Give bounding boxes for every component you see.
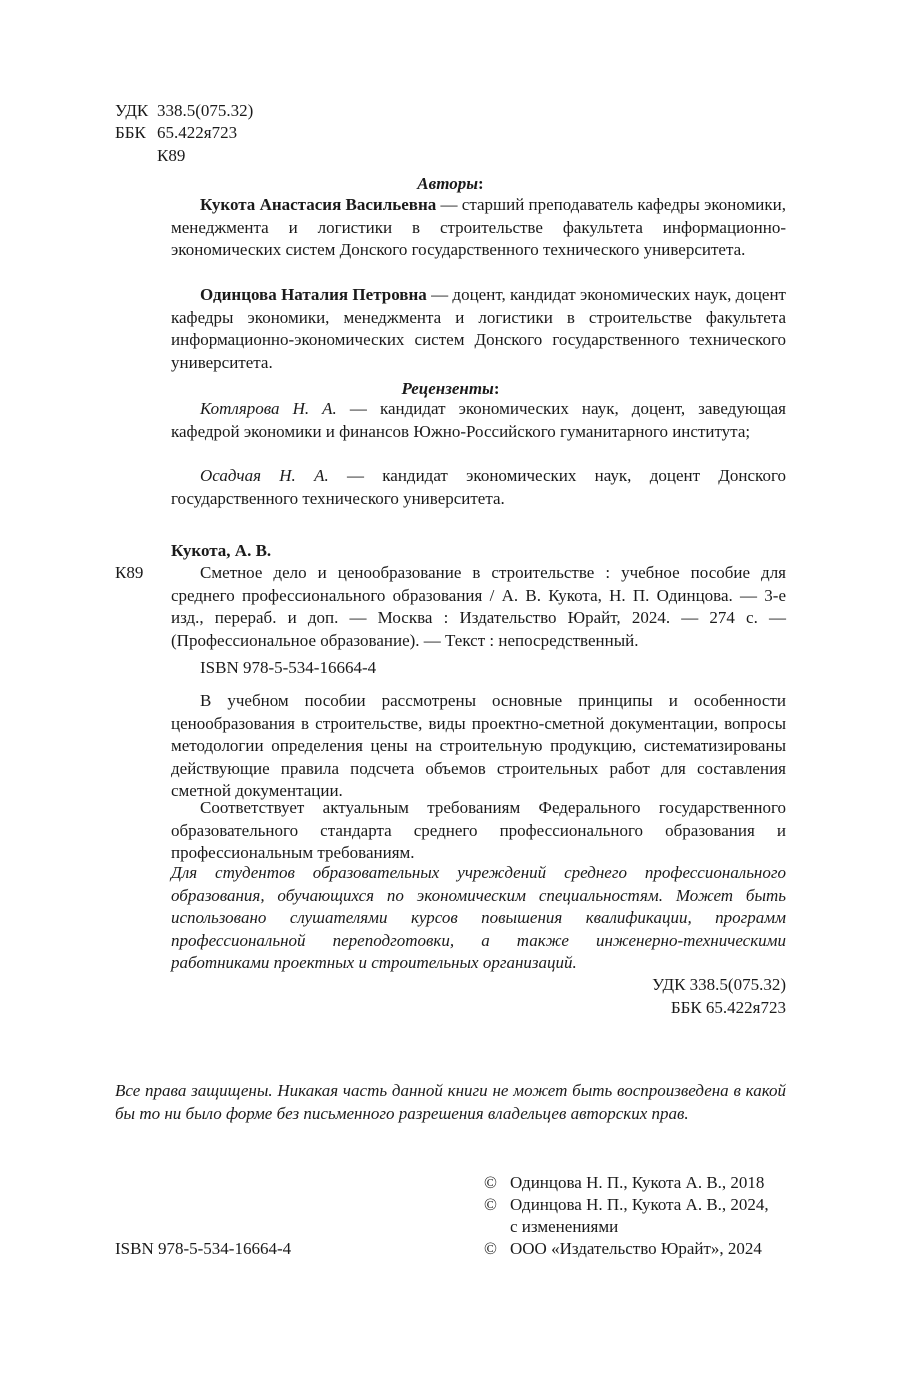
copyright-line-2-continued — [484, 1216, 618, 1238]
annotation-bbk: ББК 65.422я723 — [670, 998, 786, 1017]
author-entry-2 — [171, 284, 786, 374]
reviewers-heading — [115, 378, 786, 400]
bib-description: Сметное дело и ценообразование в строительстве : учебное пособие для среднего профессионального образования / А. В. Кукота, Н. П. Одинцова. — 3-е изд., перераб. и доп. — Москва : Издательство Юрайт, 2024. — 274 с. — (Профессиональное образование). — Текст : непосредственный. — [171, 563, 786, 650]
reviewers-heading-colon: : — [493, 379, 500, 398]
reviewer-entry-1 — [171, 398, 786, 443]
udk-value: 338.5(075.32) — [157, 101, 254, 120]
copyright-line-1 — [484, 1172, 764, 1194]
reviewer-description: — кандидат экономических наук, доцент Донского государственного технического университета. — [171, 466, 786, 508]
copyright-text: Одинцова Н. П., Кукота А. В., 2018 — [510, 1173, 765, 1192]
reviewer-description: — кандидат экономических наук, доцент, заведующая кафедрой экономики и финансов Южно-Российского гуманитарного института; — [171, 399, 786, 441]
author-entry-1 — [171, 194, 786, 262]
author-name: Кукота Анастасия Васильевна — [200, 195, 437, 214]
bib-author-heading: Кукота, А. В. — [171, 541, 272, 560]
udk-index — [115, 100, 253, 122]
author-mark: К89 — [157, 146, 186, 165]
annotation-paragraph-1: В учебном пособии рассмотрены основные принципы и особенности ценообразования в строительстве, виды проектно-сметной документации, вопросы методологии определения цены на строительную продукцию, систематизированы действующие правила подсчета объемов строительных работ для составления сметной документации. — [171, 691, 786, 800]
bbk-label: ББК — [115, 123, 146, 142]
reviewer-name: Осадчая Н. А. — [200, 466, 329, 485]
copyright-text: ООО «Издательство Юрайт», 2024 — [510, 1239, 762, 1258]
copyright-line-2 — [484, 1194, 769, 1216]
annotation-udk: УДК 338.5(075.32) — [652, 975, 786, 994]
bib-isbn: ISBN 978-5-534-16664-4 — [200, 658, 377, 677]
authors-heading-text: Авторы — [417, 174, 479, 193]
bbk-value: 65.422я723 — [157, 123, 238, 142]
author-description: — старший преподаватель кафедры экономики, менеджмента и логистики в строительстве факультета информационно-экономических систем Донского государственного технического университета. — [171, 195, 786, 259]
rights-notice: Все права защищены. Никакая часть данной книги не может быть воспроизведена в какой бы то ни было форме без письменного разрешения владельцев авторских прав. — [115, 1081, 786, 1123]
copyright-text: Одинцова Н. П., Кукота А. В., 2024, — [510, 1195, 769, 1214]
reviewers-heading-text: Рецензенты — [401, 379, 494, 398]
copyright-symbol: © — [484, 1239, 497, 1258]
footer-isbn: ISBN 978-5-534-16664-4 — [115, 1239, 292, 1258]
bib-mark: К89 — [115, 563, 144, 582]
author-name: Одинцова Наталия Петровна — [200, 285, 427, 304]
copyright-symbol: © — [484, 1195, 497, 1214]
udk-label: УДК — [115, 101, 149, 120]
annotation-paragraph-2: Соответствует актуальным требованиям Федерального государственного образовательного стандарта среднего профессионального образования и профессиональным требованиям. — [171, 798, 786, 862]
reviewer-name: Котлярова Н. А. — [200, 399, 337, 418]
copyright-text: с изменениями — [510, 1217, 619, 1236]
authors-heading-colon: : — [478, 174, 484, 193]
copyright-line-3 — [484, 1238, 762, 1260]
annotation-audience: Для студентов образовательных учреждений среднего профессионального образования, обучающихся по экономическим специальностям. Может быть использовано слушателями курсов повышения квалификации, программ профессиональной переподготовки, а также инженерно-техническими работниками проектных и строительных организаций. — [171, 863, 786, 972]
author-description: — доцент, кандидат экономических наук, доцент кафедры экономики, менеджмента и логистики в строительстве факультета информационно-экономических систем Донского государственного технического университета. — [171, 285, 786, 372]
bbk-index — [115, 122, 237, 144]
copyright-symbol: © — [484, 1173, 497, 1192]
authors-heading — [115, 173, 786, 195]
reviewer-entry-2 — [171, 465, 786, 510]
